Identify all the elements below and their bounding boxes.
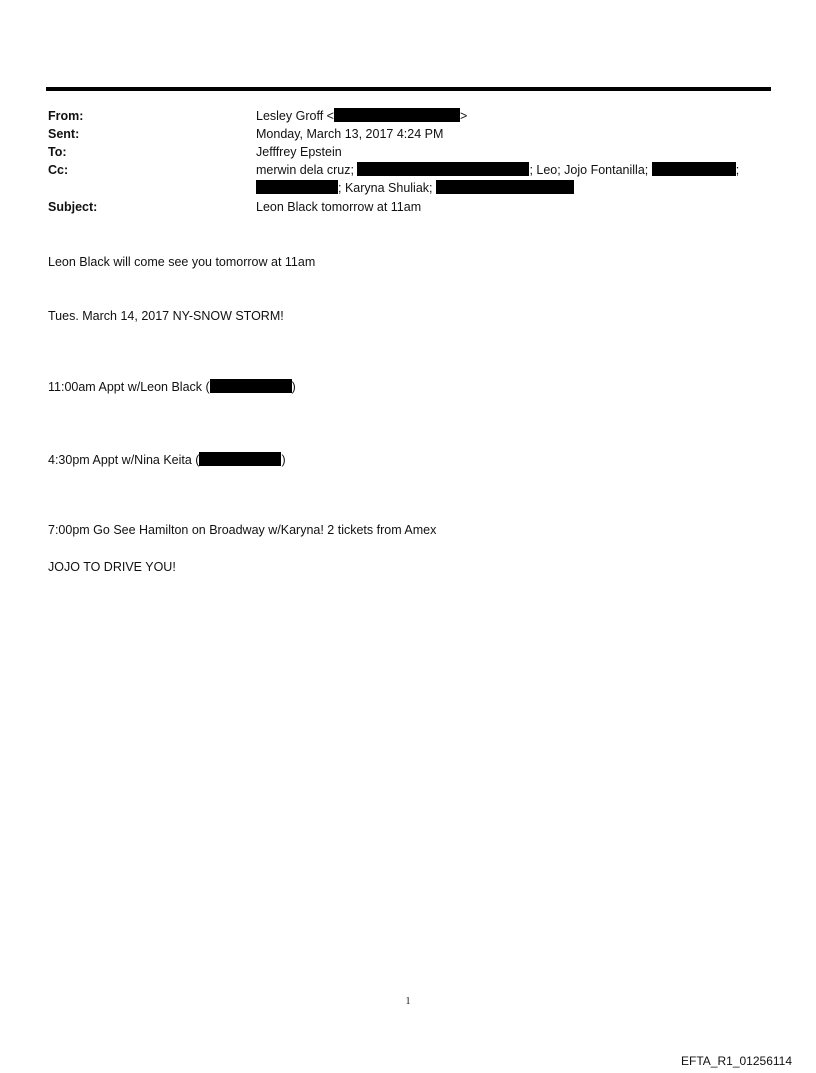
redaction-block [652,162,736,176]
body-line-1: Leon Black will come see you tomorrow at 11am [48,255,316,269]
from-name: Lesley Groff < [256,109,334,123]
redaction-block [210,379,292,393]
cc-names-2: ; Leo; Jojo Fontanilla; [529,163,649,177]
body-line-2: Tues. March 14, 2017 NY-SNOW STORM! [48,309,284,323]
sent-label: Sent: [48,127,80,141]
page-number: 1 [405,996,411,1007]
cc-name-karyna: ; Karyna Shuliak; [338,181,433,195]
paren-close: ) [281,453,286,467]
from-value [256,108,467,124]
body-line-6: JOJO TO DRIVE YOU! [48,560,176,574]
header-rule [46,87,771,91]
redaction-block [256,180,338,194]
subject-value: Leon Black tomorrow at 11am [256,200,422,214]
from-label: From: [48,109,84,123]
cc-sep: ; [735,163,740,177]
appt-nina: 4:30pm Appt w/Nina Keita ( [48,453,200,467]
redaction-block [199,452,281,466]
from-close: > [459,109,468,123]
document-id: EFTA_R1_01256114 [681,1054,792,1068]
cc-value-line1 [256,162,739,178]
cc-value-line2 [256,180,574,196]
to-value: Jefffrey Epstein [256,145,342,159]
cc-name-1: merwin dela cruz; [256,163,354,177]
body-line-3 [48,379,296,395]
redaction-block [357,162,529,176]
appt-leon: 11:00am Appt w/Leon Black ( [48,380,210,394]
sent-value: Monday, March 13, 2017 4:24 PM [256,127,444,141]
redaction-block [436,180,574,194]
redaction-block [334,108,460,122]
to-label: To: [48,145,67,159]
body-line-4 [48,452,286,468]
subject-label: Subject: [48,200,98,214]
paren-close: ) [291,380,296,394]
cc-label: Cc: [48,163,69,177]
body-line-5: 7:00pm Go See Hamilton on Broadway w/Karyna! 2 tickets from Amex [48,523,437,537]
